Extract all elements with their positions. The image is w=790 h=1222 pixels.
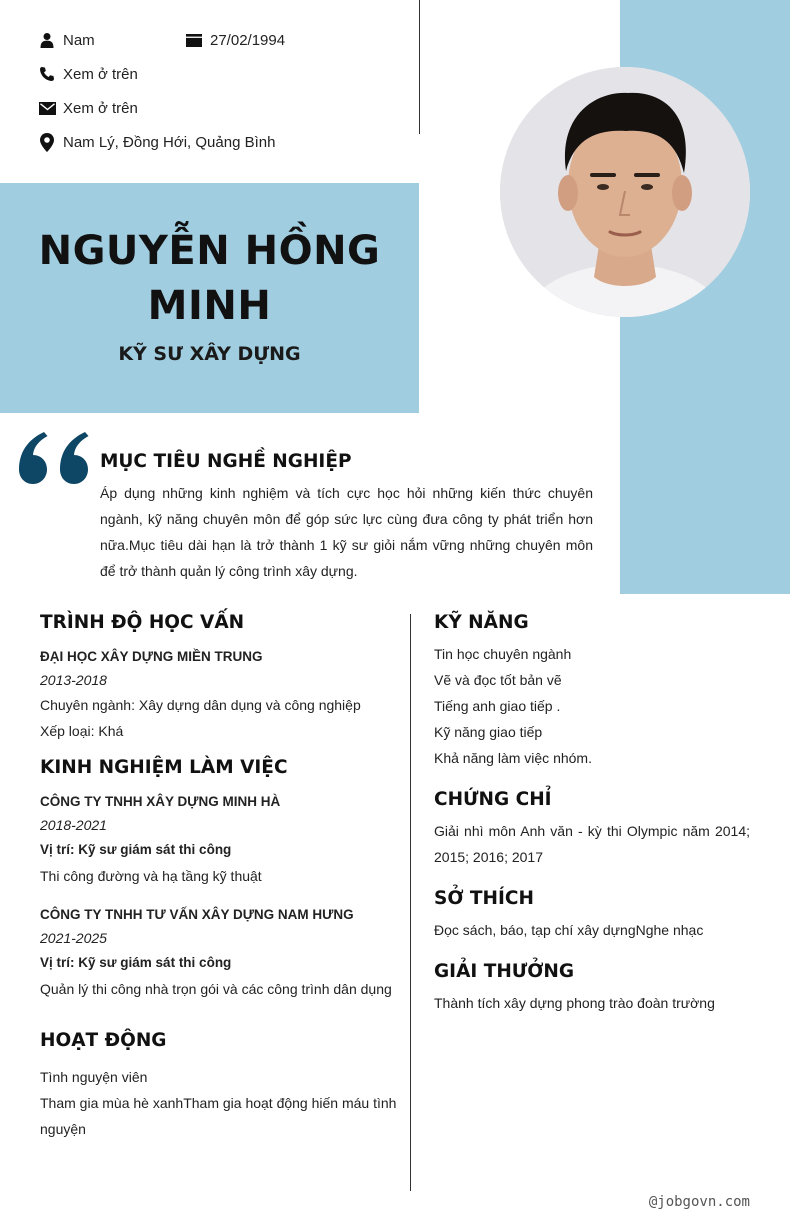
- job-title: KỸ SƯ XÂY DỰNG: [118, 343, 301, 365]
- quote-icon: [18, 430, 92, 489]
- skill-item: Kỹ năng giao tiếp: [434, 724, 543, 740]
- birthdate-text: 27/02/1994: [210, 31, 286, 49]
- awards-text: Thành tích xây dựng phong trào đoàn trường: [434, 995, 715, 1011]
- contact-birthdate: [185, 31, 285, 49]
- education-period: 2013-2018: [40, 672, 107, 688]
- job-2-position: Vị trí: Kỹ sư giám sát thi công: [40, 955, 232, 970]
- awards-heading: GIẢI THƯỞNG: [434, 961, 575, 982]
- job-1-description: Thi công đường và hạ tầng kỹ thuật: [40, 868, 262, 884]
- name-line-1: NGUYỄN HỒNG: [38, 228, 381, 274]
- school-name: ĐẠI HỌC XÂY DỰNG MIỀN TRUNG: [40, 649, 263, 664]
- location-pin-icon: [38, 133, 56, 151]
- experience-heading: KINH NGHIỆM LÀM VIỆC: [40, 757, 288, 778]
- address-text: Nam Lý, Đồng Hới, Quảng Bình: [63, 133, 276, 151]
- name-line-2: MINH: [147, 283, 272, 329]
- email-text: Xem ở trên: [63, 99, 138, 117]
- mail-icon: [38, 99, 56, 117]
- skill-item: Tin học chuyên ngành: [434, 646, 572, 662]
- hobbies-heading: SỞ THÍCH: [434, 888, 534, 909]
- education-major: Chuyên ngành: Xây dựng dân dụng và công nghiệp: [40, 697, 361, 713]
- job-2-description: Quản lý thi công nhà trọn gói và các công trình dân dụng: [40, 981, 392, 997]
- column-divider: [410, 614, 411, 1191]
- education-grade: Xếp loại: Khá: [40, 723, 124, 739]
- skill-item: Tiếng anh giao tiếp .: [434, 698, 561, 714]
- job-2-period: 2021-2025: [40, 930, 107, 946]
- job-1-period: 2018-2021: [40, 817, 107, 833]
- job-1-position: Vị trí: Kỹ sư giám sát thi công: [40, 842, 232, 857]
- skills-heading: KỸ NĂNG: [434, 612, 529, 633]
- activity-1: Tình nguyện viên: [40, 1069, 148, 1085]
- hobbies-text: Đọc sách, báo, tạp chí xây dựngNghe nhạc: [434, 922, 704, 938]
- activities-heading: HOẠT ĐỘNG: [40, 1030, 167, 1051]
- contact-phone: [38, 65, 138, 83]
- gender-text: Nam: [63, 31, 95, 49]
- watermark: @jobgovn.com: [648, 1194, 750, 1210]
- person-icon: [38, 31, 56, 49]
- contact-email: [38, 99, 138, 117]
- header-divider: [419, 0, 420, 134]
- profile-photo: [500, 67, 750, 317]
- activity-2: Tham gia mùa hè xanhTham gia hoạt động hiến máu tình nguyện: [40, 1095, 397, 1137]
- phone-text: Xem ở trên: [63, 65, 138, 83]
- skill-item: Khả năng làm việc nhóm.: [434, 750, 592, 766]
- phone-icon: [38, 65, 56, 83]
- certificates-heading: CHỨNG CHỈ: [434, 789, 552, 810]
- education-heading: TRÌNH ĐỘ HỌC VẤN: [40, 612, 245, 633]
- calendar-icon: [185, 31, 203, 49]
- contact-address: [38, 133, 275, 151]
- objective-text: Áp dụng những kinh nghiệm và tích cực học hỏi những kiến thức chuyên ngành, kỹ năng chuyên môn để góp sức lực cùng đưa công ty phát triển hơn nữa.Mục tiêu dài hạn là trở thành 1 kỹ sư giỏi nắm vững những chuyên môn để trở thành quản lý công trình xây dựng.: [100, 485, 593, 579]
- objective-heading: MỤC TIÊU NGHỀ NGHIỆP: [100, 451, 352, 472]
- certificates-text: Giải nhì môn Anh văn - kỳ thi Olympic năm 2014; 2015; 2016; 2017: [434, 823, 750, 865]
- skill-item: Vẽ và đọc tốt bản vẽ: [434, 672, 562, 688]
- candidate-name: [0, 224, 419, 334]
- job-1-company: CÔNG TY TNHH XÂY DỰNG MINH HÀ: [40, 794, 281, 809]
- contact-gender: [38, 31, 95, 49]
- job-2-company: CÔNG TY TNHH TƯ VẤN XÂY DỰNG NAM HƯNG: [40, 907, 354, 922]
